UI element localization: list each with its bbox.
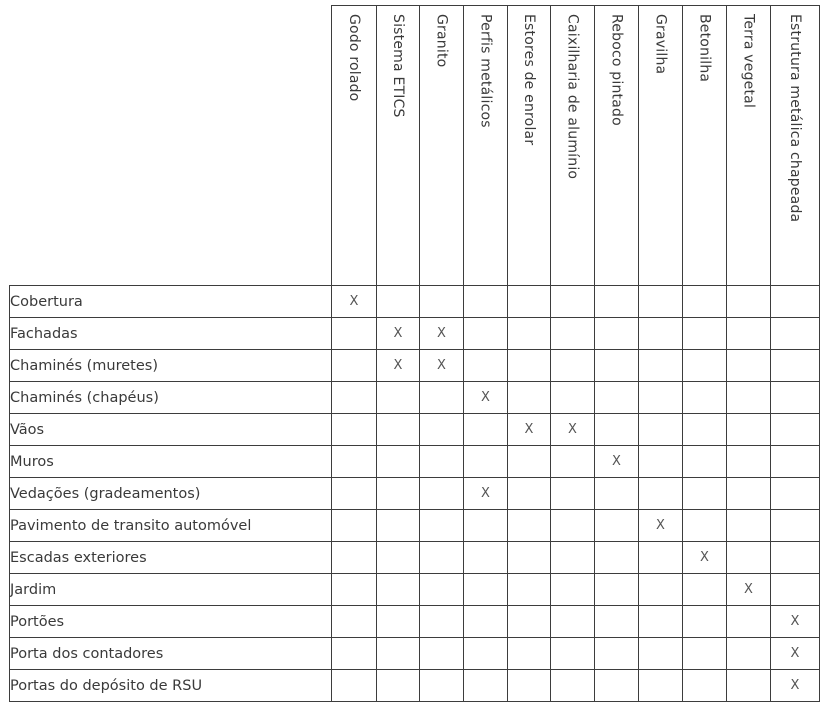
mark-cell: X [508, 414, 551, 446]
empty-cell [551, 286, 595, 318]
empty-cell [595, 382, 639, 414]
empty-cell [639, 286, 683, 318]
empty-cell [464, 286, 508, 318]
column-header-label: Granito [433, 14, 450, 68]
empty-cell [727, 542, 771, 574]
mark-cell: X [639, 510, 683, 542]
column-header-label: Caixilharia de alumínio [564, 14, 581, 180]
row-label: Cobertura [10, 286, 332, 318]
empty-cell [639, 382, 683, 414]
empty-cell [595, 286, 639, 318]
table-body [10, 286, 820, 702]
empty-cell [727, 446, 771, 478]
empty-cell [771, 350, 820, 382]
empty-cell [332, 446, 377, 478]
empty-cell [683, 318, 727, 350]
empty-cell [771, 382, 820, 414]
table-row [10, 574, 820, 606]
column-header-label: Reboco pintado [608, 14, 625, 126]
empty-cell [332, 478, 377, 510]
table-row [10, 382, 820, 414]
mark-cell: X [332, 286, 377, 318]
empty-cell [332, 670, 377, 702]
empty-cell [464, 318, 508, 350]
empty-cell [683, 382, 727, 414]
empty-cell [551, 638, 595, 670]
empty-cell [377, 382, 420, 414]
empty-cell [771, 286, 820, 318]
mark-cell: X [595, 446, 639, 478]
empty-cell [639, 574, 683, 606]
empty-cell [727, 670, 771, 702]
empty-cell [551, 542, 595, 574]
mark-cell: X [551, 414, 595, 446]
empty-cell [420, 382, 464, 414]
empty-cell [727, 350, 771, 382]
table-row [10, 414, 820, 446]
empty-cell [639, 478, 683, 510]
column-header [771, 6, 820, 286]
empty-cell [639, 638, 683, 670]
empty-cell [464, 350, 508, 382]
empty-cell [377, 638, 420, 670]
column-header-row [10, 6, 820, 286]
empty-cell [595, 574, 639, 606]
mark-cell: X [771, 638, 820, 670]
empty-cell [332, 414, 377, 446]
empty-cell [595, 350, 639, 382]
empty-cell [727, 382, 771, 414]
row-label: Muros [10, 446, 332, 478]
empty-cell [377, 286, 420, 318]
mark-cell: X [420, 350, 464, 382]
empty-cell [727, 638, 771, 670]
empty-cell [683, 638, 727, 670]
empty-cell [771, 318, 820, 350]
empty-cell [464, 638, 508, 670]
mark-cell: X [377, 350, 420, 382]
empty-cell [420, 286, 464, 318]
empty-cell [727, 286, 771, 318]
table-row [10, 478, 820, 510]
column-header-label: Betonilha [696, 14, 713, 83]
table-row [10, 446, 820, 478]
empty-cell [771, 574, 820, 606]
empty-cell [683, 350, 727, 382]
empty-cell [551, 574, 595, 606]
column-header-label: Estrutura metálica chapeada [787, 14, 803, 223]
empty-cell [464, 670, 508, 702]
empty-cell [420, 478, 464, 510]
empty-cell [377, 606, 420, 638]
empty-cell [727, 478, 771, 510]
column-header-label: Perfis metálicos [477, 14, 494, 128]
empty-cell [464, 414, 508, 446]
empty-cell [508, 318, 551, 350]
empty-cell [508, 638, 551, 670]
column-header [683, 6, 727, 286]
mark-cell: X [377, 318, 420, 350]
table-row [10, 350, 820, 382]
empty-cell [377, 510, 420, 542]
empty-cell [683, 286, 727, 318]
row-label: Portões [10, 606, 332, 638]
empty-cell [771, 446, 820, 478]
empty-cell [377, 670, 420, 702]
empty-cell [420, 638, 464, 670]
row-label: Jardim [10, 574, 332, 606]
column-header [377, 6, 420, 286]
empty-cell [464, 606, 508, 638]
mark-cell: X [771, 670, 820, 702]
empty-cell [508, 350, 551, 382]
table-row [10, 286, 820, 318]
empty-cell [595, 606, 639, 638]
empty-cell [464, 446, 508, 478]
empty-corner-cell [10, 6, 332, 286]
empty-cell [508, 286, 551, 318]
column-header [332, 6, 377, 286]
row-label: Portas do depósito de RSU [10, 670, 332, 702]
column-header [508, 6, 551, 286]
empty-cell [332, 318, 377, 350]
empty-cell [595, 638, 639, 670]
row-label: Vedações (gradeamentos) [10, 478, 332, 510]
empty-cell [332, 574, 377, 606]
empty-cell [771, 414, 820, 446]
empty-cell [595, 318, 639, 350]
empty-cell [683, 510, 727, 542]
empty-cell [595, 414, 639, 446]
empty-cell [332, 350, 377, 382]
empty-cell [377, 446, 420, 478]
empty-cell [639, 318, 683, 350]
column-header [420, 6, 464, 286]
table-row [10, 670, 820, 702]
empty-cell [332, 638, 377, 670]
row-label: Escadas exteriores [10, 542, 332, 574]
empty-cell [771, 510, 820, 542]
empty-cell [420, 542, 464, 574]
row-label: Fachadas [10, 318, 332, 350]
column-header [551, 6, 595, 286]
empty-cell [332, 510, 377, 542]
row-label: Porta dos contadores [10, 638, 332, 670]
empty-cell [332, 606, 377, 638]
empty-cell [420, 670, 464, 702]
column-header [464, 6, 508, 286]
empty-cell [771, 478, 820, 510]
empty-cell [508, 542, 551, 574]
empty-cell [639, 670, 683, 702]
empty-cell [420, 574, 464, 606]
empty-cell [551, 606, 595, 638]
empty-cell [508, 510, 551, 542]
empty-cell [420, 510, 464, 542]
empty-cell [464, 510, 508, 542]
empty-cell [727, 606, 771, 638]
empty-cell [639, 414, 683, 446]
empty-cell [683, 670, 727, 702]
empty-cell [508, 574, 551, 606]
table-row [10, 318, 820, 350]
empty-cell [683, 574, 727, 606]
empty-cell [420, 606, 464, 638]
empty-cell [420, 414, 464, 446]
column-header-label: Estores de enrolar [521, 14, 537, 146]
empty-cell [332, 542, 377, 574]
column-header [727, 6, 771, 286]
column-header [639, 6, 683, 286]
empty-cell [508, 446, 551, 478]
empty-cell [377, 478, 420, 510]
empty-cell [551, 478, 595, 510]
empty-cell [727, 414, 771, 446]
empty-cell [727, 318, 771, 350]
empty-cell [508, 478, 551, 510]
empty-cell [464, 542, 508, 574]
empty-cell [377, 542, 420, 574]
row-label: Vãos [10, 414, 332, 446]
empty-cell [727, 510, 771, 542]
materials-matrix-table [9, 5, 820, 702]
empty-cell [551, 318, 595, 350]
empty-cell [683, 478, 727, 510]
empty-cell [332, 382, 377, 414]
table-row [10, 542, 820, 574]
empty-cell [551, 670, 595, 702]
empty-cell [551, 350, 595, 382]
table-header [10, 6, 820, 286]
column-header-label: Sistema ETICS [390, 14, 406, 118]
empty-cell [377, 574, 420, 606]
empty-cell [595, 542, 639, 574]
table-row [10, 510, 820, 542]
mark-cell: X [727, 574, 771, 606]
empty-cell [771, 542, 820, 574]
empty-cell [551, 446, 595, 478]
empty-cell [508, 382, 551, 414]
empty-cell [639, 606, 683, 638]
column-header [595, 6, 639, 286]
empty-cell [464, 574, 508, 606]
mark-cell: X [420, 318, 464, 350]
mark-cell: X [683, 542, 727, 574]
empty-cell [639, 542, 683, 574]
empty-cell [683, 414, 727, 446]
table-row [10, 606, 820, 638]
empty-cell [551, 382, 595, 414]
row-label: Pavimento de transito automóvel [10, 510, 332, 542]
empty-cell [420, 446, 464, 478]
empty-cell [595, 478, 639, 510]
table-row [10, 638, 820, 670]
empty-cell [639, 350, 683, 382]
column-header-label: Terra vegetal [740, 14, 757, 109]
empty-cell [377, 414, 420, 446]
mark-cell: X [464, 382, 508, 414]
column-header-label: Gravilha [652, 14, 669, 75]
mark-cell: X [771, 606, 820, 638]
mark-cell: X [464, 478, 508, 510]
empty-cell [595, 670, 639, 702]
empty-cell [508, 606, 551, 638]
row-label: Chaminés (muretes) [10, 350, 332, 382]
empty-cell [551, 510, 595, 542]
empty-cell [508, 670, 551, 702]
empty-cell [683, 446, 727, 478]
empty-cell [683, 606, 727, 638]
empty-cell [595, 510, 639, 542]
column-header-label: Godo rolado [346, 14, 362, 102]
empty-cell [639, 446, 683, 478]
row-label: Chaminés (chapéus) [10, 382, 332, 414]
